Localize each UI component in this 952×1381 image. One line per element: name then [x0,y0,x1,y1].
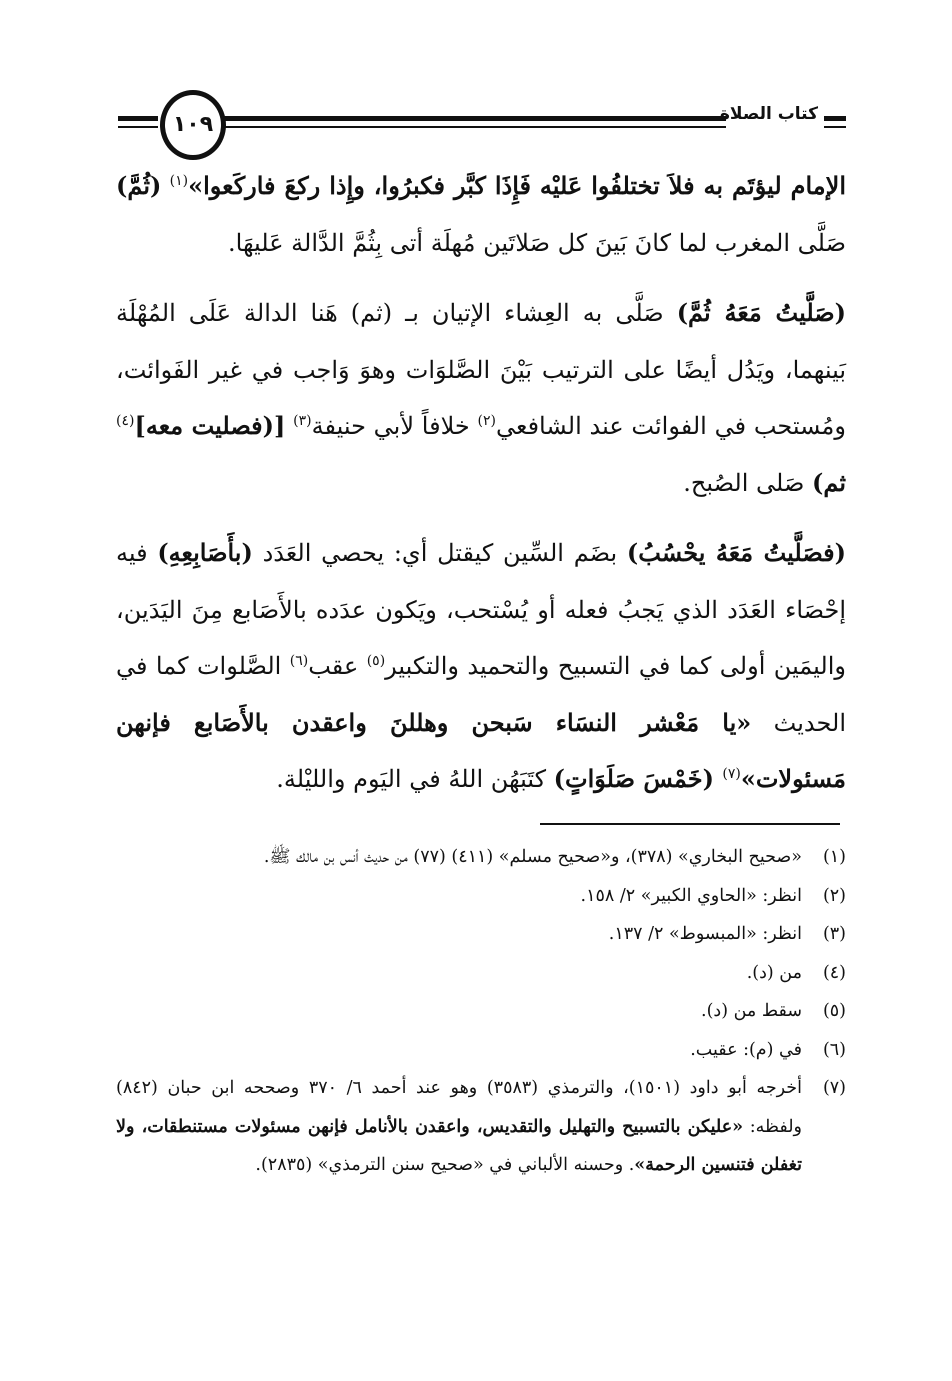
hadith-quote: «يا مَعْشر النسَاء سَبحن وهللنَ واعقدن بالأَصَابع فإنهن مَسئولات» [116,707,846,793]
page-header [118,86,846,164]
footnote [116,915,846,954]
footnote-text: انظر: «المبسوط» ٢/ ١٣٧. [608,924,802,944]
footnote-number: (٧) [822,1078,846,1098]
footnote-divider [540,823,840,825]
quoted-term: (خَمْسَ صَلَوَاتٍ) [553,764,723,793]
header-rule [118,116,158,121]
footnote-text: «صحيح البخاري» (٣٧٨)، و«صحيح مسلم» (٤١١) (٧٧) من حديث أنس بن مالك ﷺ. [263,847,802,867]
footnote-text: سقط من (د). [701,1001,802,1021]
footnote-quote: «عليكن بالتسبيح والتهليل والتقديس، واعقدن بالأنامل فإنهن مسئولات مستنطقات، ولا تغفلن فتنسين الرحمة» [116,1116,802,1175]
footnote-number: (١) [822,847,846,867]
quoted-term: (بأَصَابِعِهِ) [157,538,253,567]
footnote-ref-4: (٤) [116,413,135,429]
commentary-text: فيه إحْصَاء العَدَد الذي يَجبُ فعله أو يُسْتحب، ويَكون عدَده بالأَصَابع مِنَ اليَدَين، واليمَين أولى كما في التسبيح والتحميد والتكبير [116,539,846,680]
footnote [116,877,846,916]
commentary-text: صَلَّى المغرب لما كانَ بَينَ كل صَلاتَين مُهلَة أتى بِثُمَّ الدَّالة عَليهَا. [228,228,846,257]
commentary-text: عقب [308,652,367,680]
footnote-number: (٤) [822,962,846,983]
paragraph-3 [116,525,846,808]
quoted-term: (ثُمَّ) [116,171,162,200]
header-rule [824,116,846,121]
footnote-number: (٥) [822,1001,846,1021]
commentary-text: كتَبَهُن اللهُ في اليَوم والليْلة. [276,765,554,793]
footnote-number: (٣) [822,924,846,944]
header-rule [118,126,158,128]
commentary-text: بضَم السِّين كيقتل أي: يحصي العَدَد [252,539,627,567]
footnote-text: انظر: «الحاوي الكبير» ٢/ ١٥٨. [580,885,802,906]
commentary-text: صَلَّى به العِشاء الإتيان بـ (ثم) هَنا الدالة عَلَى المُهْلَة بَينهما، ويَدُل أيضًا على الترتيب بَيْنَ الصَّلوَات وهوَ وَاجب في غير الفَوائت، ومُستحب في الفوائت عند الشافعي [116,299,846,440]
footnotes [116,838,846,1185]
page-number: ١٠٩ [160,90,226,160]
quoted-term: [(فصليت معه] [134,411,286,440]
commentary-text: صَلى الصُبح. [683,468,812,497]
footnote-ref-3: (٣) [293,413,312,429]
commentary-text: خلافاً لأبي حنيفة [311,412,478,440]
main-text [116,158,846,808]
footnote-number: (٦) [822,1039,846,1060]
quoted-term: ثم) [811,467,846,497]
header-rule [218,116,726,121]
footnote [116,838,846,877]
footnote-ref-7: (٧) [722,766,741,782]
header-rule [218,126,726,128]
footnote [116,1031,846,1070]
footnote [116,954,846,993]
footnote-number: (٢) [822,885,846,906]
footnote-text: من (د). [746,962,802,983]
footnote-ref-5: (٥) [366,653,386,669]
paragraph-1 [116,158,846,271]
header-rule [824,126,846,128]
footnote [116,1069,846,1185]
quoted-term: (فصَلَّيتُ مَعَهُ يحْسُبُ) [626,538,846,567]
footnote-text: في (م): عقيب. [690,1039,802,1060]
hadith-quote: الإمام ليؤتَم به فلاَ تختلفُوا عَليْه فَإِذَا كبَّر فكبرُوا، وإِذا ركعَ فاركَعوا» [188,171,846,200]
footnote-ref-2: (٢) [477,413,496,429]
quoted-term: (صَلَّيتُ مَعَهُ ثُمَّ) [676,298,846,327]
paragraph-2 [116,285,846,511]
book-title: كتاب الصلاة [719,104,818,124]
footnote-text: . وحسنه الألباني في «صحيح سنن الترمذي» (٢٨٣٥). [255,1155,635,1175]
footnote [116,992,846,1031]
commentary-text: الصَّلوات كما في الحديث [116,652,846,737]
footnote-ref-1: (١) [169,173,189,189]
footnote-text: أخرجه أبو داود (١٥٠١)، والترمذي (٣٥٨٣) وهو عند أحمد ٦/ ٣٧٠ وصححه ابن حبان (٨٤٢) ولفظه: [116,1078,802,1137]
footnote-ref-6: (٦) [289,653,309,669]
